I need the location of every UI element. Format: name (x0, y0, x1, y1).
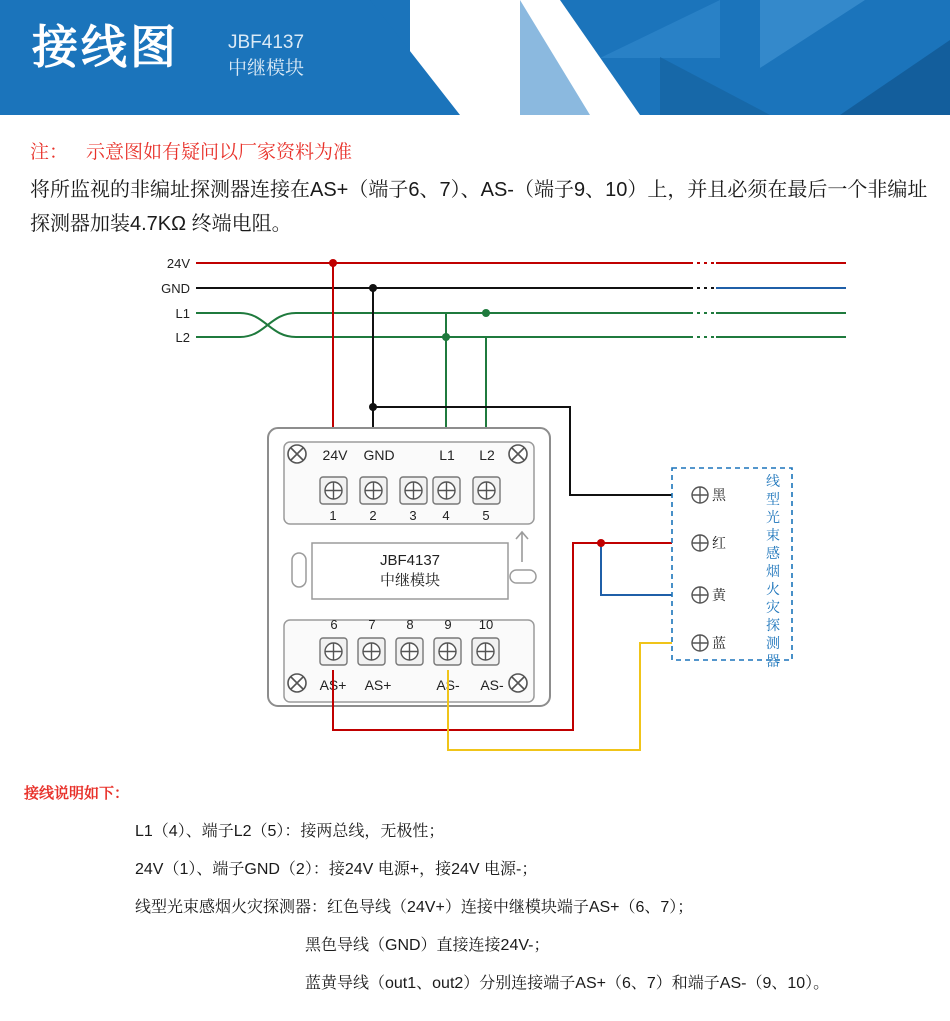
svg-text:束: 束 (766, 527, 780, 543)
header-model-name: 中继模块 (228, 58, 305, 79)
terminal-number-9: 9 (444, 617, 452, 632)
detector-box (672, 468, 792, 669)
detector-wire-label-blue: 蓝 (712, 635, 726, 651)
module-model-text: JBF4137 (379, 552, 441, 569)
terminal-number-7: 7 (368, 617, 376, 632)
instruction-line-1: L1（4）、端子L2（5）：接两总线，无极性； (135, 823, 445, 840)
detector-wire-label-black: 黑 (712, 487, 726, 503)
terminal-label-24v: 24V (322, 447, 348, 463)
warning-note-label: 注： (30, 142, 69, 163)
header-model (228, 30, 304, 82)
detector-title (766, 473, 780, 669)
terminal-label-l1: L1 (439, 447, 455, 463)
bottom-terminals (320, 638, 499, 665)
terminal-number-5: 5 (482, 508, 490, 523)
detector-wire-label-red: 红 (712, 535, 726, 551)
terminal-number-2: 2 (369, 508, 377, 523)
wiring-diagram (0, 240, 950, 780)
svg-text:型: 型 (766, 491, 780, 507)
detector-wire-label-yellow: 黄 (712, 587, 726, 603)
wiring-instructions-title: 接线说明如下： (24, 785, 130, 802)
svg-text:光: 光 (766, 509, 780, 525)
intro-paragraph: 将所监视的非编址探测器连接在AS+（端子6、7）、AS-（端子9、10）上，并且必须在最后一个非编址探测器加装4.7KΩ 终端电阻。 (30, 179, 928, 235)
warning-note (30, 137, 352, 164)
instruction-line-4: 黑色导线（GND）直接连接24V-； (305, 937, 550, 954)
page-title: 接线图 (32, 21, 179, 73)
terminal-label-asminus-1: AS- (436, 677, 460, 693)
terminal-label-asplus-2: AS+ (364, 677, 392, 693)
terminal-label-asplus-1: AS+ (319, 677, 347, 693)
svg-text:探: 探 (766, 617, 780, 633)
terminal-number-3: 3 (409, 508, 417, 523)
svg-text:灾: 灾 (766, 599, 780, 615)
bus-label-l2: L2 (175, 330, 190, 345)
page-header (0, 0, 950, 115)
instruction-line-5: 蓝黄导线（out1、out2）分别连接端子AS+（6、7）和端子AS-（9、10）。 (305, 975, 830, 992)
header-model-number: JBF4137 (228, 32, 305, 53)
bus-lines (196, 263, 846, 337)
svg-text:感: 感 (766, 545, 780, 561)
bus-label-gnd: GND (161, 281, 190, 296)
terminal-number-4: 4 (442, 508, 450, 523)
header-facet-5 (520, 0, 590, 115)
instruction-line-2: 24V（1）、端子GND（2）：接24V 电源+，接24V 电源-； (135, 861, 538, 878)
terminal-label-gnd: GND (363, 447, 395, 463)
module-name-text: 中继模块 (379, 572, 441, 589)
bus-labels (161, 256, 190, 345)
warning-note-text: 示意图如有疑问以厂家资料为准 (86, 142, 353, 163)
svg-text:测: 测 (766, 635, 780, 651)
svg-text:火: 火 (766, 581, 780, 597)
terminal-number-1: 1 (329, 508, 337, 523)
header-bg-slant (370, 0, 460, 115)
terminal-label-asminus-2: AS- (480, 677, 504, 693)
svg-text:线: 线 (766, 473, 780, 489)
header-facet-2 (660, 57, 770, 115)
top-terminals (320, 477, 500, 504)
bus-label-24v: 24V (166, 256, 190, 271)
terminal-label-l2: L2 (479, 447, 495, 463)
svg-text:烟: 烟 (766, 563, 780, 579)
instruction-line-3: 线型光束感烟火灾探测器：红色导线（24V+）连接中继模块端子AS+（6、7）； (135, 899, 694, 916)
header-facet-1 (600, 0, 720, 58)
terminal-number-8: 8 (406, 617, 414, 632)
terminal-number-6: 6 (330, 617, 338, 632)
svg-text:器: 器 (766, 653, 780, 669)
terminal-number-10: 10 (478, 617, 494, 632)
header-facet-4 (840, 40, 950, 115)
bus-label-l1: L1 (175, 306, 190, 321)
